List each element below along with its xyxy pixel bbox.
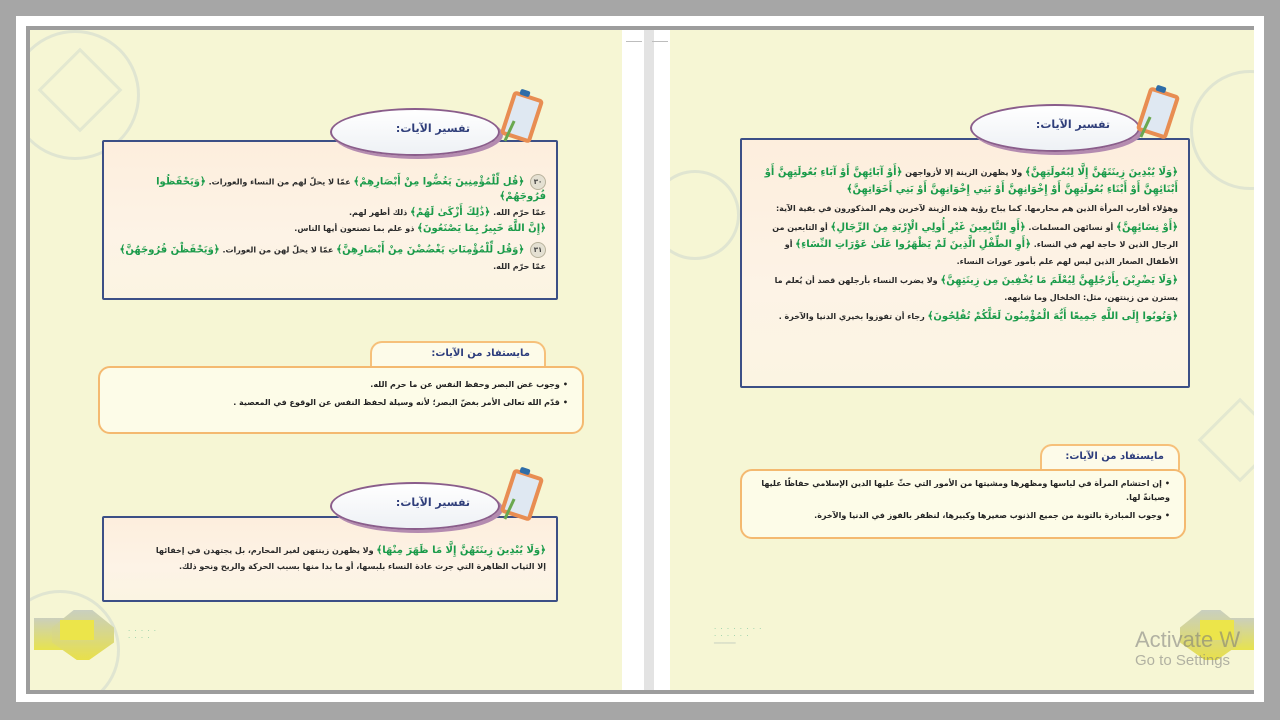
benefit-text: إن احتشام المرأة في لباسها ومظهرها ومشيتها من الأمور التي حثّ عليها الدين الإسلامي حفاظًا عليها وصيانةً لها. xyxy=(761,479,1170,502)
tafsir-box xyxy=(102,140,558,300)
benefits-tab xyxy=(370,341,546,367)
benefits-box xyxy=(740,469,1186,539)
clipboard-icon xyxy=(500,466,544,524)
benefit-item xyxy=(752,509,1170,523)
ayah-text: ﴿أَوِ التَّابِعِينَ غَيْرِ أُولِي الْإِرْبَةِ مِنَ الرِّجَالِ﴾ xyxy=(830,222,1026,233)
explanation-text: أو نسائهن المسلمات. xyxy=(1028,223,1114,232)
benefits-tab xyxy=(1040,444,1180,470)
bullet-icon: • xyxy=(562,398,568,407)
tafsir-box xyxy=(740,138,1190,388)
verse-30-line2 xyxy=(114,206,546,220)
ayah-text: ﴿وَتُوبُوا إِلَى اللَّهِ جَمِيعًا أَيُّهَ الْمُؤْمِنُونَ لَعَلَّكُمْ تُفْلِحُونَ﴾ xyxy=(927,311,1178,322)
explanation-text: ذلك أطهر لهم. xyxy=(349,208,408,217)
tafsir-line xyxy=(114,560,546,574)
crop-mark xyxy=(652,41,668,42)
tafsir-line xyxy=(752,272,1178,306)
tafsir-box-2 xyxy=(102,516,558,602)
ayah-text: ﴿إِنَّ اللَّهَ خَبِيرٌ بِمَا يَصْنَعُونَ﴾ xyxy=(417,223,546,234)
tafsir-heading-bubble xyxy=(330,482,500,530)
explanation-text: عمّا حرّم الله. xyxy=(493,208,546,217)
tafsir-content xyxy=(114,174,546,280)
ornament-decoration xyxy=(670,170,740,260)
explanation-text: أو التابعين من الرجال الذين لا حاجة لهم في النساء. xyxy=(772,223,1178,249)
benefits-box xyxy=(98,366,584,434)
ayah-text: ﴿وَلَا يُبْدِينَ زِينَتَهُنَّ إِلَّا لِبُعُولَتِهِنَّ﴾ xyxy=(1024,167,1178,178)
benefits-list xyxy=(742,471,1184,523)
tafsir-heading: تفسير الآيات: xyxy=(1035,118,1110,131)
ayah-text: ﴿وَيَحْفَظْنَ فُرُوجَهُنَّ﴾ xyxy=(119,244,220,256)
left-page xyxy=(30,30,622,690)
benefit-item xyxy=(110,378,568,392)
verse-31-line2 xyxy=(114,260,546,274)
explanation-text: ولا يضرب النساء بأرجلهن قصد أن يُعلم ما يسترن من زينتهن، مثل: الخلخال وما شابهه. xyxy=(774,276,1178,302)
tafsir-content xyxy=(752,164,1178,331)
ornament-decoration xyxy=(1198,398,1254,483)
benefit-text: وجوب غض البصر وحفظ النفس عن ما حرم الله. xyxy=(370,380,560,389)
bullet-icon: • xyxy=(1164,511,1170,520)
verse-number-badge: ٣١ xyxy=(530,242,546,258)
windows-activation-watermark xyxy=(1135,628,1240,670)
ayah-text: ﴿ذَٰلِكَ أَزْكَىٰ لَهُمْ﴾ xyxy=(410,207,491,218)
tafsir-line xyxy=(752,164,1178,198)
ornament-decoration xyxy=(1190,70,1254,190)
explanation-text: إلا الثياب الظاهرة التي جرت عادة النساء بلبسها، أو ما بدا منها بسبب الحركة والريح ونحو ذلك. xyxy=(178,562,546,571)
ministry-logo-icon: · · · · · · · · · xyxy=(128,627,158,642)
explanation-text: ولا يظهرن زينتهن لغير المحارم، بل يجتهدن في إخفائها xyxy=(155,546,374,555)
ayah-text: ﴿وَلَا يُبْدِينَ زِينَتَهُنَّ إِلَّا مَا ظَهَرَ مِنْهَا﴾ xyxy=(376,545,546,556)
tafsir-line xyxy=(752,200,1178,217)
tafsir-line xyxy=(752,219,1178,270)
ayah-text: ﴿وَقُل لِّلْمُؤْمِنَاتِ يَغْضُضْنَ مِنْ أَبْصَارِهِنَّ﴾ xyxy=(336,244,525,256)
bullet-icon: • xyxy=(1164,479,1170,488)
benefits-list xyxy=(100,368,582,410)
tafsir-heading-bubble xyxy=(970,104,1140,152)
crop-mark xyxy=(626,41,642,42)
clipboard-icon xyxy=(500,88,544,146)
watermark-line-1: Activate W xyxy=(1135,627,1241,652)
tafsir-content xyxy=(114,544,546,580)
clipboard-icon xyxy=(1136,84,1180,142)
ayah-text: ﴿وَلَا يَضْرِبْنَ بِأَرْجُلِهِنَّ لِيُعْلَمَ مَا يُخْفِينَ مِن زِينَتِهِنَّ﴾ xyxy=(940,275,1178,286)
watermark-line-2: Go to Settings xyxy=(1135,652,1231,669)
page-number-badge-icon xyxy=(34,610,114,660)
ayah-text: ﴿وَيَحْفَظُوا فُرُوجَهُمْ﴾ xyxy=(156,176,546,202)
ministry-logo-icon: · · · · · · · · · · · · · · ━━━━━━ xyxy=(714,625,763,647)
verse-30-line3 xyxy=(114,222,546,236)
benefit-item xyxy=(752,477,1170,505)
benefit-item xyxy=(110,396,568,410)
right-page xyxy=(670,30,1254,690)
page-gutter xyxy=(622,30,670,690)
explanation-text: وهؤلاء أقارب المرأة الذين هم محارمها. كما يباح رؤية هذه الزينة لآخرين وهم المذكورون في بقية الآية: xyxy=(775,204,1178,213)
ayah-text: ﴿أَوْ آبَائِهِنَّ أَوْ آبَاءِ بُعُولَتِهِنَّ أَوْ أَبْنَائِهِنَّ أَوْ أَبْنَاءِ بُعُولَتِهِنَّ أَوْ إِخْوَانِهِنَّ أَوْ بَنِي إِخْوَانِهِنَّ أَوْ بَنِي أَخَوَاتِهِنَّ﴾ xyxy=(764,167,1178,195)
bullet-icon: • xyxy=(562,380,568,389)
tafsir-heading: تفسير الآيات: xyxy=(395,122,470,135)
ayah-text: ﴿قُل لِّلْمُؤْمِنِينَ يَغُضُّوا مِنْ أَبْصَارِهِمْ﴾ xyxy=(353,176,525,188)
explanation-text: عمّا لا يحلّ لهن من العورات. xyxy=(222,245,334,255)
benefit-text: وجوب المبادرة بالتوبة من جميع الذنوب صغيرها وكبيرها، لنظفر بالفوز في الدنيا والآخرة. xyxy=(814,511,1162,520)
explanation-text: عمّا لا يحلّ لهم من النساء والعورات. xyxy=(208,177,351,187)
explanation-text: عمّا حرّم الله. xyxy=(493,262,546,271)
verse-30 xyxy=(114,174,546,204)
benefits-heading: مايستفاد من الآيات: xyxy=(431,348,530,359)
tafsir-line xyxy=(114,544,546,558)
tafsir-heading: تفسير الآيات: xyxy=(395,496,470,509)
benefit-text: قدّم الله تعالى الأمر بغضّ البصر؛ لأنه وسيلة لحفظ النفس عن الوقوع في المعصية . xyxy=(233,398,560,407)
tafsir-heading-bubble xyxy=(330,108,500,156)
verse-31 xyxy=(114,242,546,258)
verse-number-badge: ٣٠ xyxy=(530,174,546,190)
benefits-heading: مايستفاد من الآيات: xyxy=(1065,451,1164,462)
ayah-text: ﴿أَوِ الطِّفْلِ الَّذِينَ لَمْ يَظْهَرُوا عَلَىٰ عَوْرَاتِ النِّسَاءِ﴾ xyxy=(795,239,1031,250)
explanation-text: رجاء أن تفوزوا بخيري الدنيا والآخرة . xyxy=(778,312,925,321)
explanation-text: ذو علم بما تصنعون أيها الناس. xyxy=(294,224,415,233)
tafsir-line xyxy=(752,308,1178,325)
explanation-text: أو الأطفال الصغار الذين ليس لهم علم بأمور عورات النساء. xyxy=(784,240,1178,266)
ayah-text: ﴿أَوْ نِسَائِهِنَّ﴾ xyxy=(1116,222,1178,233)
gutter-bar xyxy=(644,30,654,690)
explanation-text: ولا يظهرن الزينة إلا لأزواجهن xyxy=(905,168,1023,177)
